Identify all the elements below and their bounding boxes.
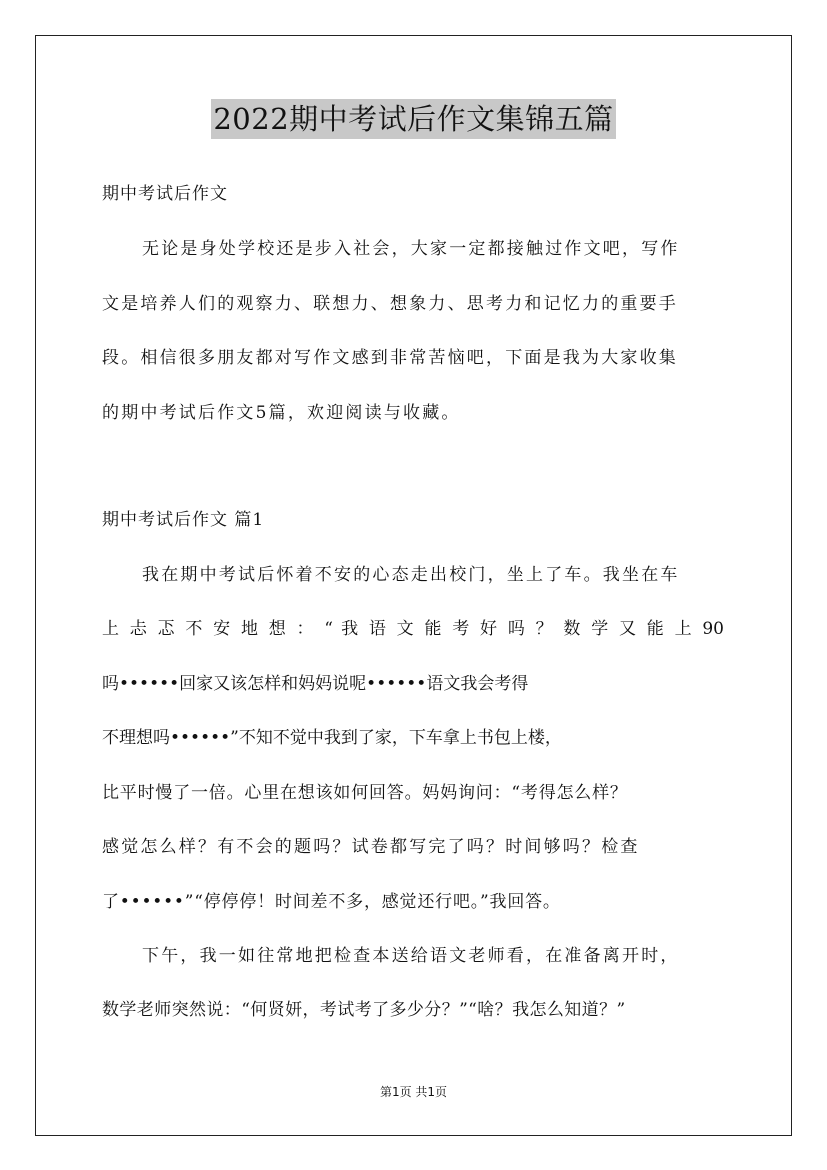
paragraph-line: 吗••••••回家又该怎样和妈妈说呢••••••语文我会考得 — [102, 674, 529, 694]
paragraph-line: 我在期中考试后怀着不安的心态走出校门，坐上了车。我坐在车 — [142, 565, 680, 585]
paragraph-line: 上 忐 忑 不 安 地 想 ： “ 我 语 文 能 考 好 吗 ？ 数 学 又 能 上 90 — [102, 619, 724, 639]
paragraph-line: 比平时慢了一倍。心里在想该如何回答。妈妈询问：“考得怎么样？ — [102, 783, 628, 803]
document-title: 2022期中考试后作文集锦五篇 — [211, 99, 615, 139]
intro-line: 的期中考试后作文5篇，欢迎阅读与收藏。 — [102, 403, 461, 423]
paragraph-line: 数学老师突然说：“何贤妍，考试考了多少分？”“啥？我怎么知道？” — [102, 1000, 626, 1020]
paragraph-line: 感觉怎么样？有不会的题吗？试卷都写完了吗？时间够吗？检查 — [102, 837, 640, 857]
intro-line: 无论是身处学校还是步入社会，大家一定都接触过作文吧，写作 — [142, 239, 680, 259]
intro-line: 文是培养人们的观察力、联想力、想象力、思考力和记忆力的重要手 — [102, 294, 678, 314]
title-container — [0, 99, 827, 139]
page-footer: 第1页 共1页 — [379, 1085, 448, 1099]
intro-heading: 期中考试后作文 — [102, 184, 228, 204]
section1-heading: 期中考试后作文 篇1 — [102, 510, 265, 530]
paragraph-line: 了••••••”“停停停！时间差不多，感觉还行吧。”我回答。 — [102, 892, 561, 912]
paragraph-line: 不理想吗••••••”不知不觉中我到了家，下车拿上书包上楼， — [102, 728, 562, 748]
intro-line: 段。相信很多朋友都对写作文感到非常苦恼吧，下面是我为大家收集 — [102, 348, 678, 368]
paragraph-line: 下午，我一如往常地把检查本送给语文老师看，在准备离开时， — [142, 946, 680, 966]
